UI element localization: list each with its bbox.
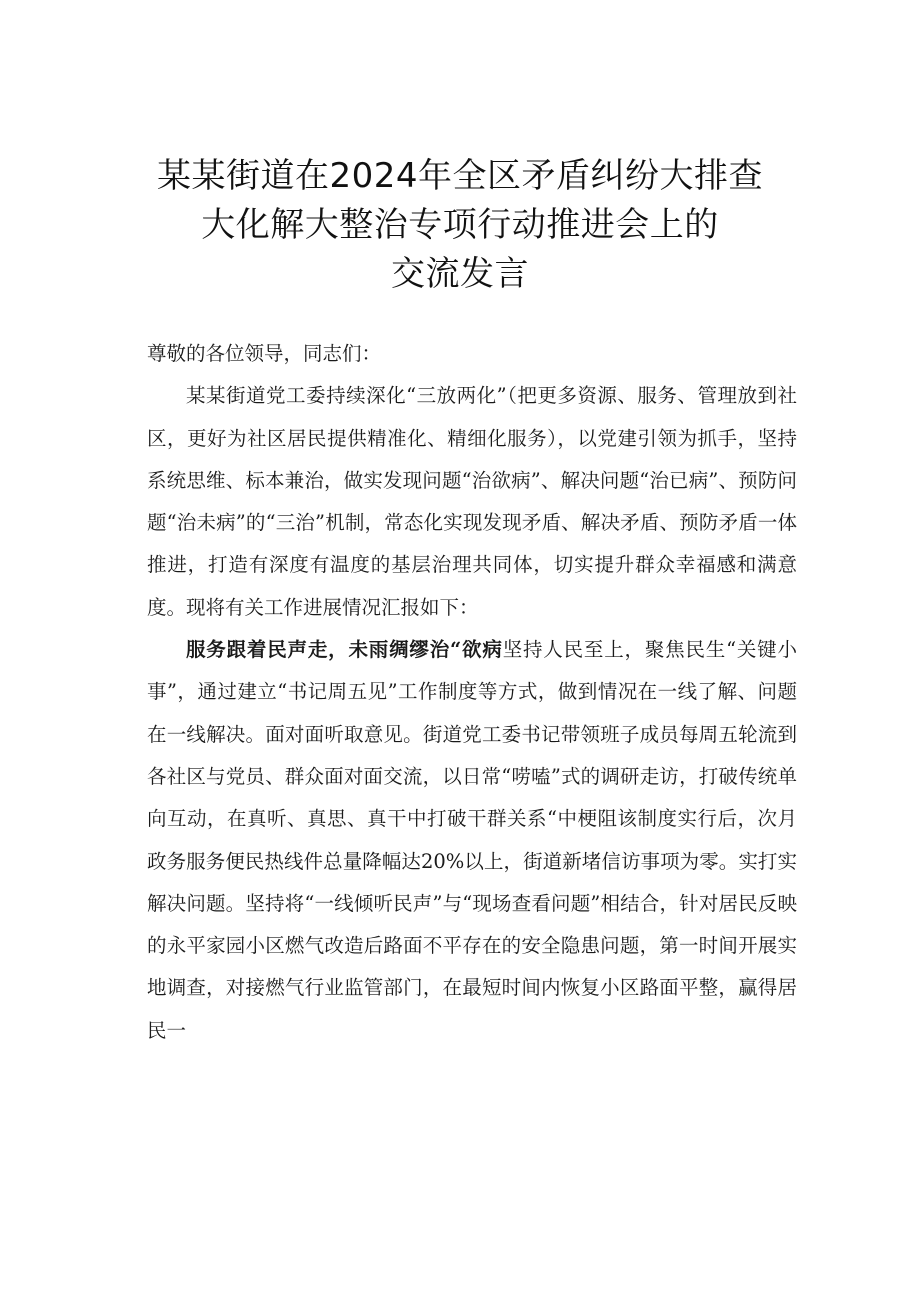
intro-paragraph: 某某街道党工委持续深化“三放两化”（把更多资源、服务、管理放到社区，更好为社区居民提供精准化、精细化服务），以党建引领为抓手，坚持系统思维、标本兼治，做实发现问题“治欲病”、解决问题“治已病”、预防问题“治未病”的“三治”机制，常态化实现发现矛盾、解决矛盾、预防矛盾一体推进，打造有深度有温度的基层治理共同体，切实提升群众幸福感和满意度。现将有关工作进展情况汇报如下：: [147, 384, 797, 619]
title-line-3: 交流发言: [391, 254, 529, 294]
title-line-1: 某某街道在2024年全区矛盾纠纷大排查: [156, 156, 764, 196]
section-1-heading: 服务跟着民声走，未雨绸缪治“欲病: [186, 638, 503, 662]
title-line-2: 大化解大整治专项行动推进会上的: [201, 205, 719, 245]
document-title: [100, 152, 820, 299]
salutation: 尊敬的各位领导，同志们：: [147, 342, 382, 365]
section-1-paragraph: [147, 629, 797, 1052]
document-body: [147, 333, 797, 1052]
section-1-text: 坚持人民至上，聚焦民生“关键小事”，通过建立“书记周五见”工作制度等方式，做到情况在一线了解、问题在一线解决。面对面听取意见。街道党工委书记带领班子成员每周五轮流到各社区与党员、群众面对面交流，以日常“唠嗑”式的调研走访，打破传统单向互动，在真听、真思、真干中打破干群关系“中梗阻该制度实行后，次月政务服务便民热线件总量降幅达20%以上，街道新堵信访事项为零。实打实解决问题。坚持将“一线倾听民声”与“现场查看问题”相结合，针对居民反映的永平家园小区燃气改造后路面不平存在的安全隐患问题，第一时间开展实地调查，对接燃气行业监管部门，在最短时间内恢复小区路面平整，赢得居民一: [147, 638, 797, 1042]
